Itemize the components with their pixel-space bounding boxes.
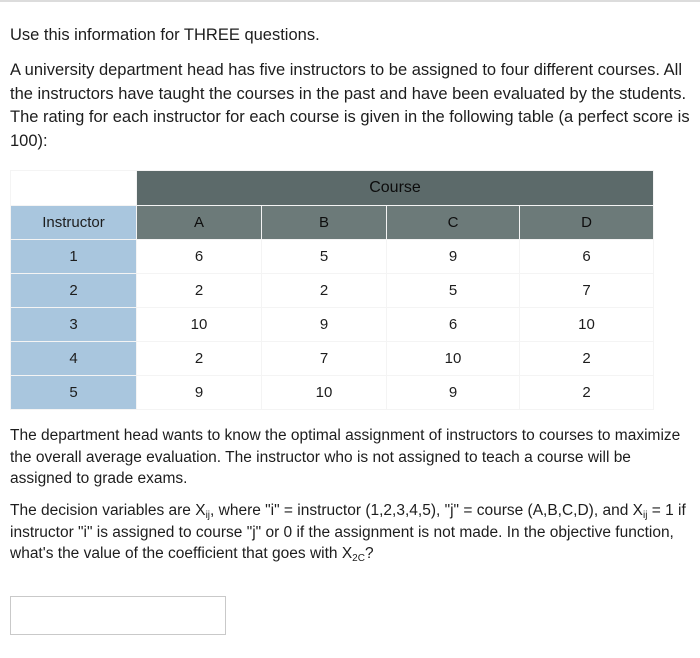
instructor-label: 3 bbox=[11, 308, 137, 342]
intro-text: Use this information for THREE questions. bbox=[10, 26, 320, 44]
rating-cell: 5 bbox=[387, 274, 520, 308]
rating-cell: 6 bbox=[520, 240, 654, 274]
table-row bbox=[11, 308, 654, 342]
objective-description: The department head wants to know the optimal assignment of instructors to courses to maximize the overall average evaluation. The instructor who is not assigned to teach a course will be assigned to grade exams. bbox=[10, 427, 681, 487]
rating-cell: 6 bbox=[137, 240, 262, 274]
rating-cell: 9 bbox=[262, 308, 387, 342]
question-part: ? bbox=[364, 545, 374, 562]
rating-cell: 2 bbox=[137, 342, 262, 376]
rating-cell: 10 bbox=[520, 308, 654, 342]
instructor-header: Instructor bbox=[11, 206, 137, 240]
rating-cell: 2 bbox=[520, 376, 654, 410]
rating-cell: 10 bbox=[387, 342, 520, 376]
rating-cell: 6 bbox=[387, 308, 520, 342]
rating-cell: 9 bbox=[387, 376, 520, 410]
course-b-header: B bbox=[262, 206, 387, 240]
rating-cell: 5 bbox=[262, 240, 387, 274]
subscript-2c: 2C bbox=[352, 553, 365, 564]
rating-cell: 2 bbox=[520, 342, 654, 376]
course-a-header: A bbox=[137, 206, 262, 240]
table-row bbox=[11, 376, 654, 410]
course-d-header: D bbox=[520, 206, 654, 240]
problem-description: A university department head has five instructors to be assigned to four different courses. All the instructors have taught the courses in the past and have been evaluated by the students. The rating for each instructor for each course is given in the following table (a perfect score is 100): bbox=[10, 61, 690, 150]
rating-cell: 7 bbox=[520, 274, 654, 308]
ratings-table bbox=[10, 170, 654, 410]
question-part: The decision variables are X bbox=[10, 502, 206, 519]
rating-cell: 10 bbox=[137, 308, 262, 342]
rating-cell: 2 bbox=[262, 274, 387, 308]
subscript-ij: ij bbox=[642, 510, 648, 521]
course-header: Course bbox=[137, 171, 654, 206]
rating-cell: 9 bbox=[387, 240, 520, 274]
question-part: , where "i" = instructor (1,2,3,4,5), "j" = course (A,B,C,D), and X bbox=[210, 502, 643, 519]
instructor-label: 2 bbox=[11, 274, 137, 308]
subscript-ij: ij bbox=[205, 510, 211, 521]
top-divider bbox=[0, 0, 700, 2]
table-corner bbox=[11, 171, 137, 206]
answer-input[interactable] bbox=[10, 596, 226, 635]
rating-cell: 10 bbox=[262, 376, 387, 410]
rating-cell: 7 bbox=[262, 342, 387, 376]
question-part: = 1 if instructor "i" is assigned to course "j" or 0 if the assignment is not made. In the objective function, what's the value of the coefficient that goes with X bbox=[10, 502, 686, 562]
table-row bbox=[11, 274, 654, 308]
table-row bbox=[11, 240, 654, 274]
rating-cell: 9 bbox=[137, 376, 262, 410]
instructor-label: 4 bbox=[11, 342, 137, 376]
question-text bbox=[10, 500, 690, 565]
instructor-label: 1 bbox=[11, 240, 137, 274]
rating-cell: 2 bbox=[137, 274, 262, 308]
table-row bbox=[11, 342, 654, 376]
instructor-label: 5 bbox=[11, 376, 137, 410]
course-c-header: C bbox=[387, 206, 520, 240]
